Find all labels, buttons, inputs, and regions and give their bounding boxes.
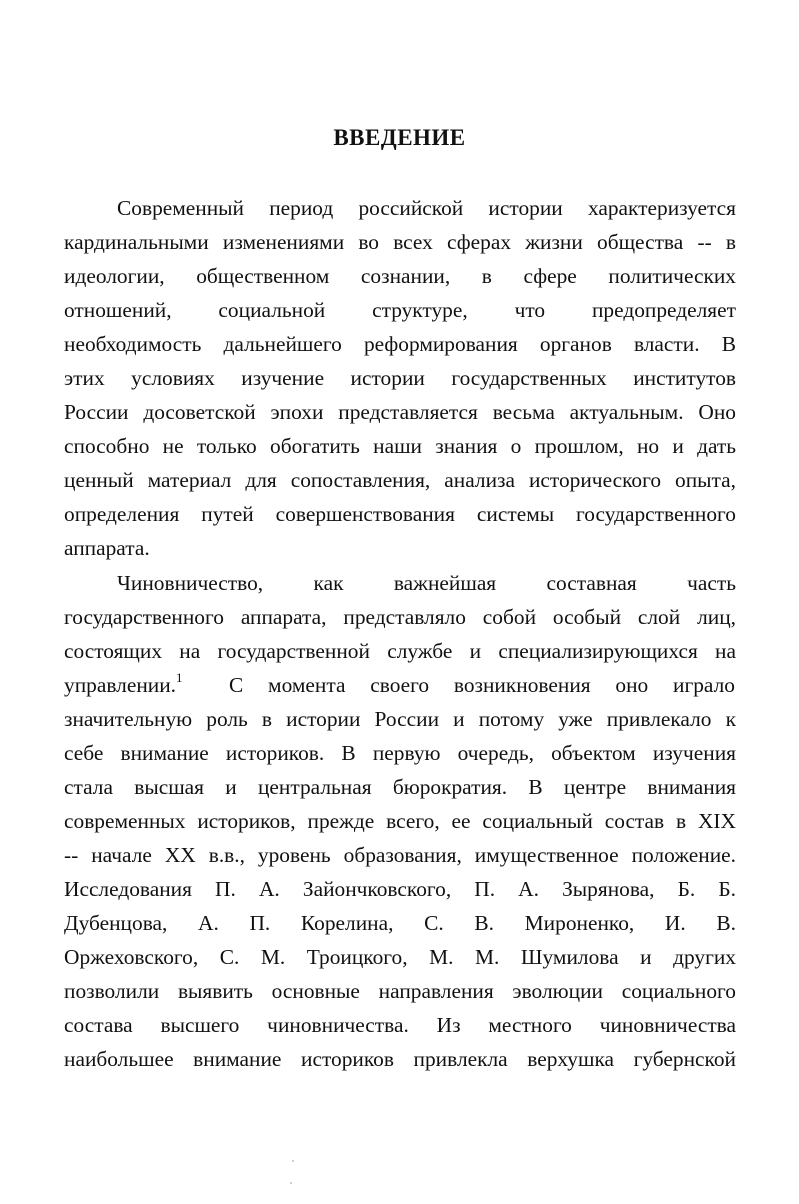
text-line: государственного аппарата, представляло собой особый слой лиц,	[64, 605, 736, 629]
text-line: современных историков, прежде всего, ее социальный состав в XIX	[64, 809, 736, 833]
text-line: отношений, социальной структуре, что предопределяет	[64, 298, 736, 322]
page-title: ВВЕДЕНИЕ	[333, 125, 466, 150]
text-line-start	[64, 669, 199, 698]
text-span: управлении.	[64, 673, 177, 697]
text-line: Исследования П. А. Зайончковского, П. А. Зырянова, Б. Б.	[64, 877, 736, 901]
text-line: аппарата.	[64, 536, 150, 560]
text-line: необходимость дальнейшего реформирования органов власти. В	[64, 332, 736, 356]
text-line: -- начале XX в.в., уровень образования, имущественное положение.	[64, 843, 736, 867]
text-line: ценный материал для сопоставления, анализа исторического опыта,	[64, 468, 736, 492]
footnote-marker: 1	[176, 669, 183, 685]
text-line: стала высшая и центральная бюрократия. В центре внимания	[64, 775, 736, 799]
text-line: России досоветской эпохи представляется весьма актуальным. Оно	[64, 400, 736, 424]
text-line: способно не только обогатить наши знания о прошлом, но и дать	[64, 434, 736, 458]
text-line: позволили выявить основные направления эволюции социального	[64, 979, 736, 1003]
text-line: Дубенцова, А. П. Корелина, С. В. Мироненко, И. В.	[64, 911, 736, 935]
text-line: состава высшего чиновничества. Из местного чиновничества	[64, 1013, 736, 1037]
text-line: значительную роль в истории России и потому уже привлекало к	[64, 707, 736, 731]
text-line: состоящих на государственной службе и специализирующихся на	[64, 639, 736, 663]
text-line: Современный период российской истории характеризуется	[117, 196, 736, 220]
text-line: идеологии, общественном сознании, в сфере политических	[64, 264, 736, 288]
text-line: наибольшее внимание историков привлекла верхушка губернской	[64, 1047, 736, 1071]
text-line: Оржеховского, С. М. Троицкого, М. М. Шумилова и других	[64, 945, 736, 969]
text-line: кардинальными изменениями во всех сферах жизни общества -- в	[64, 230, 736, 254]
text-line	[64, 669, 736, 698]
text-line-rest: С момента своего возникновения оно играло	[229, 673, 735, 697]
text-line: этих условиях изучение истории государственных институтов	[64, 366, 736, 390]
text-line: определения путей совершенствования системы государственного	[64, 502, 736, 526]
scan-speck	[292, 1160, 294, 1162]
text-line: Чиновничество, как важнейшая составная часть	[117, 571, 736, 595]
scan-speck	[290, 1182, 292, 1184]
text-line: себе внимание историков. В первую очередь, объектом изучения	[64, 741, 736, 765]
